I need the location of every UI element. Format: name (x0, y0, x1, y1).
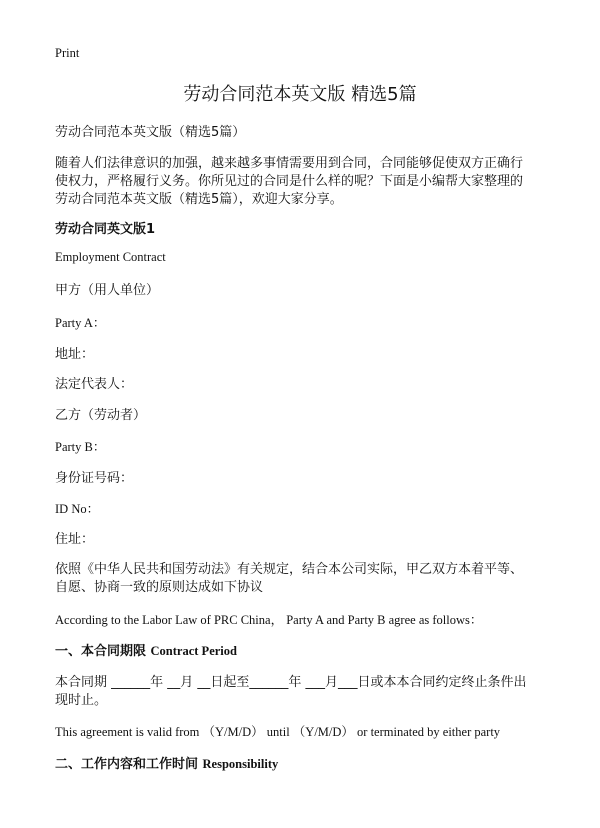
residence-label: 住址： (55, 532, 95, 547)
legal-representative-label: 法定代表人： (55, 377, 134, 392)
clause-1-text-en: This agreement is valid from （Y/M/D） until （Y/M/D） or terminated by either party (55, 725, 501, 739)
clause-2-heading (55, 753, 278, 772)
intro-paragraph-line-2: 使权力，严格履行义务。你所见过的合同是什么样的呢？下面是小编帮大家整理的 (55, 174, 524, 189)
address-label: 地址： (55, 347, 95, 362)
party-a-en: Party A： (55, 316, 106, 330)
party-b-en: Party B： (55, 440, 106, 454)
page-title: 劳动合同范本英文版 精选5篇 (183, 84, 417, 105)
print-label[interactable]: Print (55, 46, 80, 60)
section-heading-1: 劳动合同英文版1 (55, 222, 156, 237)
party-b-cn: 乙方（劳动者） (55, 408, 147, 423)
intro-subtitle: 劳动合同范本英文版（精选5篇） (55, 125, 246, 140)
clause-1-text-line-1: 本合同期 ______年 __月 __日起至______年 ___月___日或本本合同约定终止条件出 (55, 675, 527, 690)
employment-contract-label: Employment Contract (55, 250, 166, 264)
clause-1-heading-cn: 一、本合同期限 (55, 644, 151, 659)
law-basis-line-1: 依照《中华人民共和国劳动法》有关规定，结合本公司实际，甲乙双方本着平等、 (55, 562, 524, 577)
party-a-cn: 甲方（用人单位） (55, 283, 160, 298)
law-basis-line-2: 自愿、协商一致的原则达成如下协议 (55, 580, 264, 595)
law-basis-en: According to the Labor Law of PRC China， Party A and Party B agree as follows： (55, 613, 483, 627)
clause-1-heading-en: Contract Period (150, 644, 237, 658)
clause-2-heading-cn: 二、工作内容和工作时间 (55, 757, 203, 772)
id-number-en: ID No： (55, 502, 100, 516)
id-number-cn: 身份证号码： (55, 471, 134, 486)
clause-1-heading (55, 640, 237, 659)
intro-paragraph-line-3: 劳动合同范本英文版（精选5篇），欢迎大家分享。 (55, 192, 343, 207)
clause-2-heading-en: Responsibility (202, 757, 279, 771)
clause-1-text-line-2: 现时止。 (55, 693, 108, 708)
intro-paragraph-line-1: 随着人们法律意识的加强，越来越多事情需要用到合同，合同能够促使双方正确行 (55, 156, 524, 171)
